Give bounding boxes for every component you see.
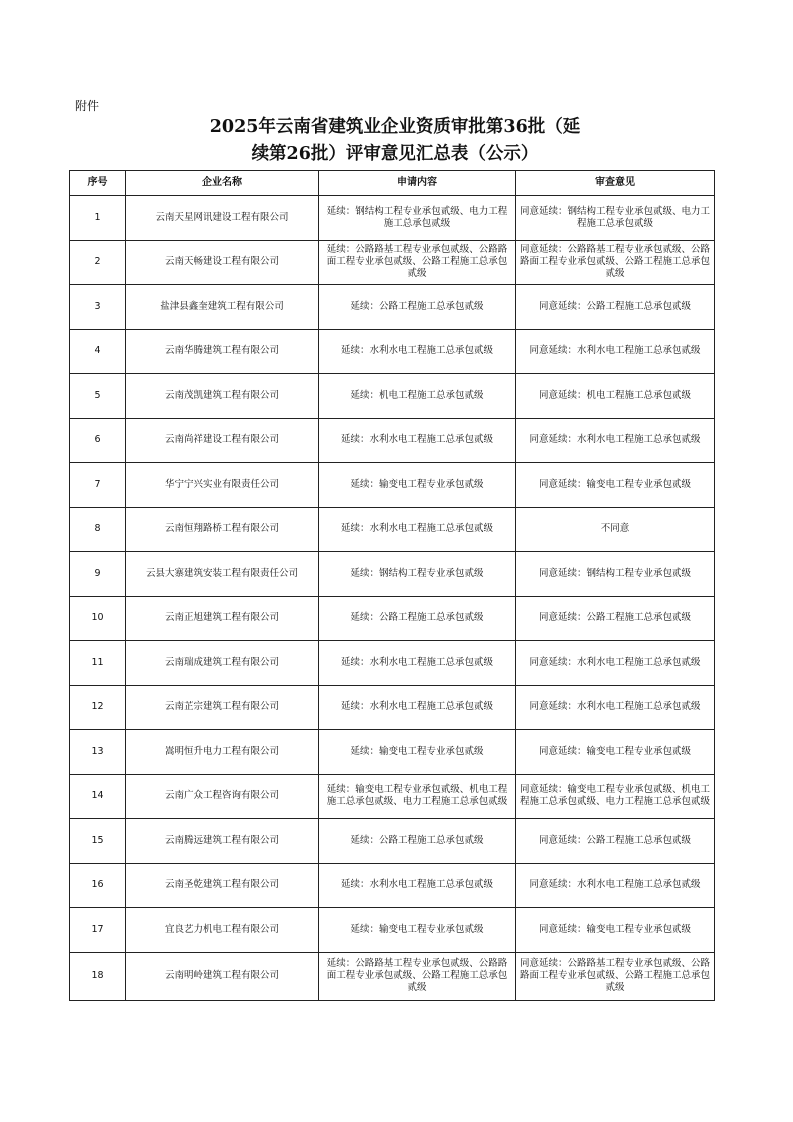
company-name-cell: 云南华腾建筑工程有限公司 (126, 329, 319, 374)
table-row (70, 196, 715, 241)
review-opinion-cell: 同意延续：水利水电工程施工总承包贰级 (516, 418, 715, 463)
review-summary-table (69, 170, 715, 1001)
header-serial-number: 序号 (70, 171, 126, 196)
review-opinion-cell: 同意延续：机电工程施工总承包贰级 (516, 374, 715, 419)
review-opinion-cell: 同意延续：钢结构工程专业承包贰级 (516, 552, 715, 597)
company-name-cell: 云南芷宗建筑工程有限公司 (126, 685, 319, 730)
serial-number-cell: 15 (70, 819, 126, 864)
application-content-cell: 延续：输变电工程专业承包贰级 (319, 908, 516, 953)
company-name-cell: 云南瑞成建筑工程有限公司 (126, 641, 319, 686)
review-opinion-cell: 同意延续：水利水电工程施工总承包贰级 (516, 641, 715, 686)
table-row (70, 641, 715, 686)
application-content-cell: 延续：机电工程施工总承包贰级 (319, 374, 516, 419)
company-name-cell: 云县大寨建筑安装工程有限责任公司 (126, 552, 319, 597)
application-content-cell: 延续：公路路基工程专业承包贰级、公路路面工程专业承包贰级、公路工程施工总承包贰级 (319, 240, 516, 285)
company-name-cell: 嵩明恒升电力工程有限公司 (126, 730, 319, 775)
company-name-cell: 宜良艺力机电工程有限公司 (126, 908, 319, 953)
serial-number-cell: 6 (70, 418, 126, 463)
company-name-cell: 云南天星网讯建设工程有限公司 (126, 196, 319, 241)
review-opinion-cell: 不同意 (516, 507, 715, 552)
application-content-cell: 延续：钢结构工程专业承包贰级 (319, 552, 516, 597)
attachment-label: 附件 (75, 99, 100, 113)
header-review-opinion: 审查意见 (516, 171, 715, 196)
title-line-2: 续第26批）评审意见汇总表（公示） (251, 144, 539, 164)
table-row (70, 418, 715, 463)
company-name-cell: 云南明岭建筑工程有限公司 (126, 952, 319, 1000)
serial-number-cell: 4 (70, 329, 126, 374)
review-opinion-cell: 同意延续：水利水电工程施工总承包贰级 (516, 329, 715, 374)
table-row (70, 240, 715, 285)
review-opinion-cell: 同意延续：公路路基工程专业承包贰级、公路路面工程专业承包贰级、公路工程施工总承包贰级 (516, 240, 715, 285)
application-content-cell: 延续：输变电工程专业承包贰级、机电工程施工总承包贰级、电力工程施工总承包贰级 (319, 774, 516, 819)
review-opinion-cell: 同意延续：输变电工程专业承包贰级 (516, 463, 715, 508)
application-content-cell: 延续：公路工程施工总承包贰级 (319, 596, 516, 641)
document-title (160, 114, 630, 168)
review-opinion-cell: 同意延续：输变电工程专业承包贰级 (516, 730, 715, 775)
serial-number-cell: 7 (70, 463, 126, 508)
application-content-cell: 延续：水利水电工程施工总承包贰级 (319, 641, 516, 686)
review-opinion-cell: 同意延续：水利水电工程施工总承包贰级 (516, 863, 715, 908)
company-name-cell: 云南恒翔路桥工程有限公司 (126, 507, 319, 552)
serial-number-cell: 14 (70, 774, 126, 819)
table-row (70, 774, 715, 819)
header-application-content: 申请内容 (319, 171, 516, 196)
application-content-cell: 延续：水利水电工程施工总承包贰级 (319, 863, 516, 908)
serial-number-cell: 17 (70, 908, 126, 953)
serial-number-cell: 13 (70, 730, 126, 775)
serial-number-cell: 1 (70, 196, 126, 241)
serial-number-cell: 9 (70, 552, 126, 597)
application-content-cell: 延续：输变电工程专业承包贰级 (319, 730, 516, 775)
table-row (70, 730, 715, 775)
table-row (70, 552, 715, 597)
company-name-cell: 云南茂凯建筑工程有限公司 (126, 374, 319, 419)
review-opinion-cell: 同意延续：公路工程施工总承包贰级 (516, 596, 715, 641)
table-header-row (70, 171, 715, 196)
serial-number-cell: 3 (70, 285, 126, 330)
serial-number-cell: 11 (70, 641, 126, 686)
table-row (70, 863, 715, 908)
company-name-cell: 华宁宁兴实业有限责任公司 (126, 463, 319, 508)
serial-number-cell: 5 (70, 374, 126, 419)
application-content-cell: 延续：水利水电工程施工总承包贰级 (319, 685, 516, 730)
application-content-cell: 延续：公路工程施工总承包贰级 (319, 819, 516, 864)
application-content-cell: 延续：公路工程施工总承包贰级 (319, 285, 516, 330)
application-content-cell: 延续：钢结构工程专业承包贰级、电力工程施工总承包贰级 (319, 196, 516, 241)
application-content-cell: 延续：水利水电工程施工总承包贰级 (319, 329, 516, 374)
company-name-cell: 盐津县鑫奎建筑工程有限公司 (126, 285, 319, 330)
serial-number-cell: 8 (70, 507, 126, 552)
company-name-cell: 云南天畅建设工程有限公司 (126, 240, 319, 285)
application-content-cell: 延续：公路路基工程专业承包贰级、公路路面工程专业承包贰级、公路工程施工总承包贰级 (319, 952, 516, 1000)
company-name-cell: 云南广众工程咨询有限公司 (126, 774, 319, 819)
table-row (70, 908, 715, 953)
table-row (70, 285, 715, 330)
header-company-name: 企业名称 (126, 171, 319, 196)
table-row (70, 329, 715, 374)
review-opinion-cell: 同意延续：钢结构工程专业承包贰级、电力工程施工总承包贰级 (516, 196, 715, 241)
table-row (70, 819, 715, 864)
table-row (70, 374, 715, 419)
company-name-cell: 云南尚祥建设工程有限公司 (126, 418, 319, 463)
review-opinion-cell: 同意延续：公路路基工程专业承包贰级、公路路面工程专业承包贰级、公路工程施工总承包贰级 (516, 952, 715, 1000)
company-name-cell: 云南圣乾建筑工程有限公司 (126, 863, 319, 908)
table-row (70, 463, 715, 508)
review-opinion-cell: 同意延续：水利水电工程施工总承包贰级 (516, 685, 715, 730)
serial-number-cell: 12 (70, 685, 126, 730)
table-row (70, 596, 715, 641)
title-line-1: 2025年云南省建筑业企业资质审批第36批（延 (209, 117, 581, 137)
table-row (70, 685, 715, 730)
serial-number-cell: 10 (70, 596, 126, 641)
serial-number-cell: 16 (70, 863, 126, 908)
company-name-cell: 云南正旭建筑工程有限公司 (126, 596, 319, 641)
table-row (70, 507, 715, 552)
company-name-cell: 云南腾远建筑工程有限公司 (126, 819, 319, 864)
table-body (70, 196, 715, 1001)
review-opinion-cell: 同意延续：输变电工程专业承包贰级、机电工程施工总承包贰级、电力工程施工总承包贰级 (516, 774, 715, 819)
review-opinion-cell: 同意延续：公路工程施工总承包贰级 (516, 819, 715, 864)
review-opinion-cell: 同意延续：公路工程施工总承包贰级 (516, 285, 715, 330)
serial-number-cell: 2 (70, 240, 126, 285)
application-content-cell: 延续：水利水电工程施工总承包贰级 (319, 418, 516, 463)
table-row (70, 952, 715, 1000)
application-content-cell: 延续：输变电工程专业承包贰级 (319, 463, 516, 508)
serial-number-cell: 18 (70, 952, 126, 1000)
application-content-cell: 延续：水利水电工程施工总承包贰级 (319, 507, 516, 552)
review-opinion-cell: 同意延续：输变电工程专业承包贰级 (516, 908, 715, 953)
